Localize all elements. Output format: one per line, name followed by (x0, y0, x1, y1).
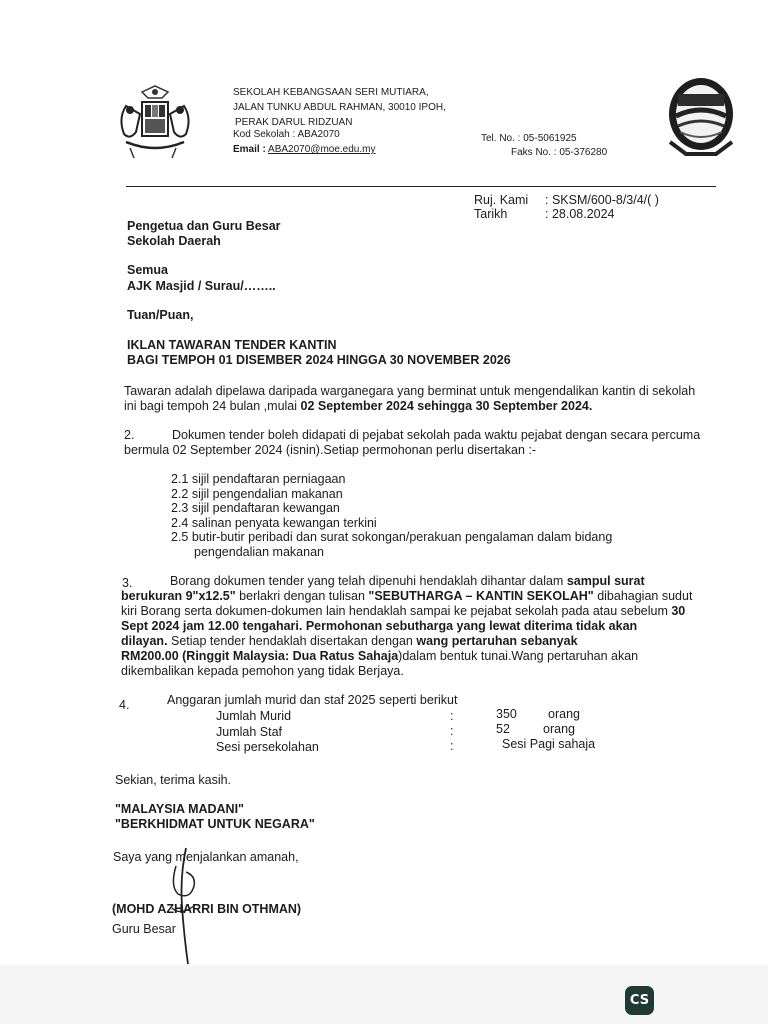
section-3-line-6 (121, 649, 638, 664)
stat-separator: : (450, 739, 454, 753)
stat-label: Jumlah Staf (216, 725, 283, 739)
section-3-number: 3. (122, 576, 133, 590)
tel-number: Tel. No. : 05-5061925 (481, 133, 577, 144)
recipient-line-4: AJK Masjid / Surau/…….. (127, 279, 276, 293)
requirement-item: 2.1 sijil pendaftaran perniagaan (171, 472, 346, 486)
stat-value: 350 (496, 707, 517, 721)
school-name: SEKOLAH KEBANGSAAN SERI MUTIARA, (233, 87, 429, 98)
school-email (233, 143, 375, 157)
section-3-line-1 (170, 574, 645, 589)
greeting: Tuan/Puan, (127, 308, 194, 322)
requirement-item: 2.5 butir-butir peribadi dan surat sokongan/perakuan pengalaman dalam bidang (171, 530, 613, 544)
stat-unit: orang (543, 722, 575, 736)
coat-of-arms-icon (112, 84, 198, 164)
intro-line-2-text: ini bagi tempoh 24 bulan ,mulai (124, 399, 301, 413)
requirement-item-continued: pengendalian makanan (194, 545, 324, 559)
fax-number: Faks No. : 05-376280 (511, 147, 608, 158)
section-3-text: kiri Borang serta dokumen-dokumen lain hendaklah sampai ke pejabat sekolah pada atau sebelum (121, 604, 672, 618)
header-divider (126, 186, 716, 187)
camscanner-badge: CS (625, 986, 654, 1015)
section-3-bold: Permohonan sebutharga yang lewat diterima tidak akan (302, 619, 638, 633)
stat-label: Sesi persekolahan (216, 740, 319, 754)
intro-line-2-dates: 02 September 2024 sehingga 30 September 2024. (300, 399, 593, 413)
email-value: ABA2070@moe.edu.my (268, 144, 376, 155)
section-3-bold: "SEBUTHARGA – KANTIN SEKOLAH" (368, 589, 594, 603)
date-value: : 28.08.2024 (545, 207, 615, 221)
section-4-intro: Anggaran jumlah murid dan staf 2025 seperti berikut (167, 693, 458, 707)
section-3-bold: sampul surat (566, 574, 645, 588)
section-3-bold: 30 (671, 604, 686, 618)
school-address-line-1: JALAN TUNKU ABDUL RAHMAN, 30010 IPOH, (233, 102, 446, 113)
section-3-line-5 (121, 634, 578, 649)
school-logo-icon (666, 76, 736, 160)
closing-thanks: Sekian, terima kasih. (115, 773, 232, 787)
section-3-line-2 (121, 589, 692, 604)
recipient-line-2: Sekolah Daerah (127, 234, 221, 248)
stat-separator: : (450, 724, 454, 738)
stat-separator: : (450, 709, 454, 723)
recipient-line-3: Semua (127, 263, 168, 277)
section-4-number: 4. (119, 698, 130, 712)
section-3-bold: dilayan. (121, 634, 168, 648)
section-3-text: dibahagian sudut (593, 589, 693, 603)
stat-value: 52 (496, 722, 510, 736)
date-label: Tarikh (474, 207, 508, 221)
recipient-line-1: Pengetua dan Guru Besar (127, 219, 281, 233)
stat-unit: orang (548, 707, 580, 721)
subject-line-2: BAGI TEMPOH 01 DISEMBER 2024 HINGGA 30 NOVEMBER 2026 (127, 353, 511, 367)
signatory-title: Guru Besar (112, 922, 176, 936)
intro-line-1: Tawaran adalah dipelawa daripada warganegara yang berminat untuk mengendalikan kantin di sekolah (124, 384, 696, 398)
stat-value: Sesi Pagi sahaja (502, 737, 596, 751)
section-2-number: 2. (124, 428, 135, 442)
section-3-bold: RM200.00 (Ringgit Malaysia: Dua Ratus Sahaja (121, 649, 399, 663)
section-3-text: berlakri dengan tulisan (235, 589, 369, 603)
section-3-text: Borang dokumen tender yang telah dipenuhi hendaklah dihantar dalam (170, 574, 567, 588)
section-3-text: )dalam bentuk tunai.Wang pertaruhan akan (398, 649, 639, 663)
section-3-line-4 (121, 619, 637, 634)
subject-line-1: IKLAN TAWARAN TENDER KANTIN (127, 338, 337, 352)
trust-line: Saya yang menjalankan amanah, (113, 850, 299, 864)
section-3-text: Setiap tender hendaklah disertakan dengan (167, 634, 417, 648)
stat-label: Jumlah Murid (216, 709, 292, 723)
email-label: Email : (233, 144, 266, 155)
ref-value: : SKSM/600-8/3/4/( ) (545, 193, 659, 207)
section-3-bold: berukuran 9"x12.5" (121, 589, 236, 603)
section-3-bold: Sept 2024 jam 12.00 tengahari. (121, 619, 303, 633)
section-2-line-1: Dokumen tender boleh didapati di pejabat sekolah pada waktu pejabat dengan secara percuma (172, 428, 701, 442)
school-address-line-2: PERAK DARUL RIDZUAN (235, 117, 353, 128)
school-code: Kod Sekolah : ABA2070 (233, 129, 340, 140)
intro-line-2 (124, 399, 592, 414)
ref-label: Ruj. Kami (474, 193, 529, 207)
signatory-name: (MOHD AZHARRI BIN OTHMAN) (112, 902, 302, 916)
motto-line-1: "MALAYSIA MADANI" (115, 802, 244, 816)
requirement-item: 2.4 salinan penyata kewangan terkini (171, 516, 377, 530)
requirement-item: 2.3 sijil pendaftaran kewangan (171, 501, 340, 515)
section-3-line-7: dikembalikan kepada pemohon yang tidak Berjaya. (121, 664, 404, 678)
section-3-line-3 (121, 604, 685, 619)
section-3-bold: wang pertaruhan sebanyak (416, 634, 578, 648)
requirement-item: 2.2 sijil pengendalian makanan (171, 487, 343, 501)
section-2-line-2: bermula 02 September 2024 (isnin).Setiap permohonan perlu disertakan :- (124, 443, 537, 457)
motto-line-2: "BERKHIDMAT UNTUK NEGARA" (115, 817, 315, 831)
